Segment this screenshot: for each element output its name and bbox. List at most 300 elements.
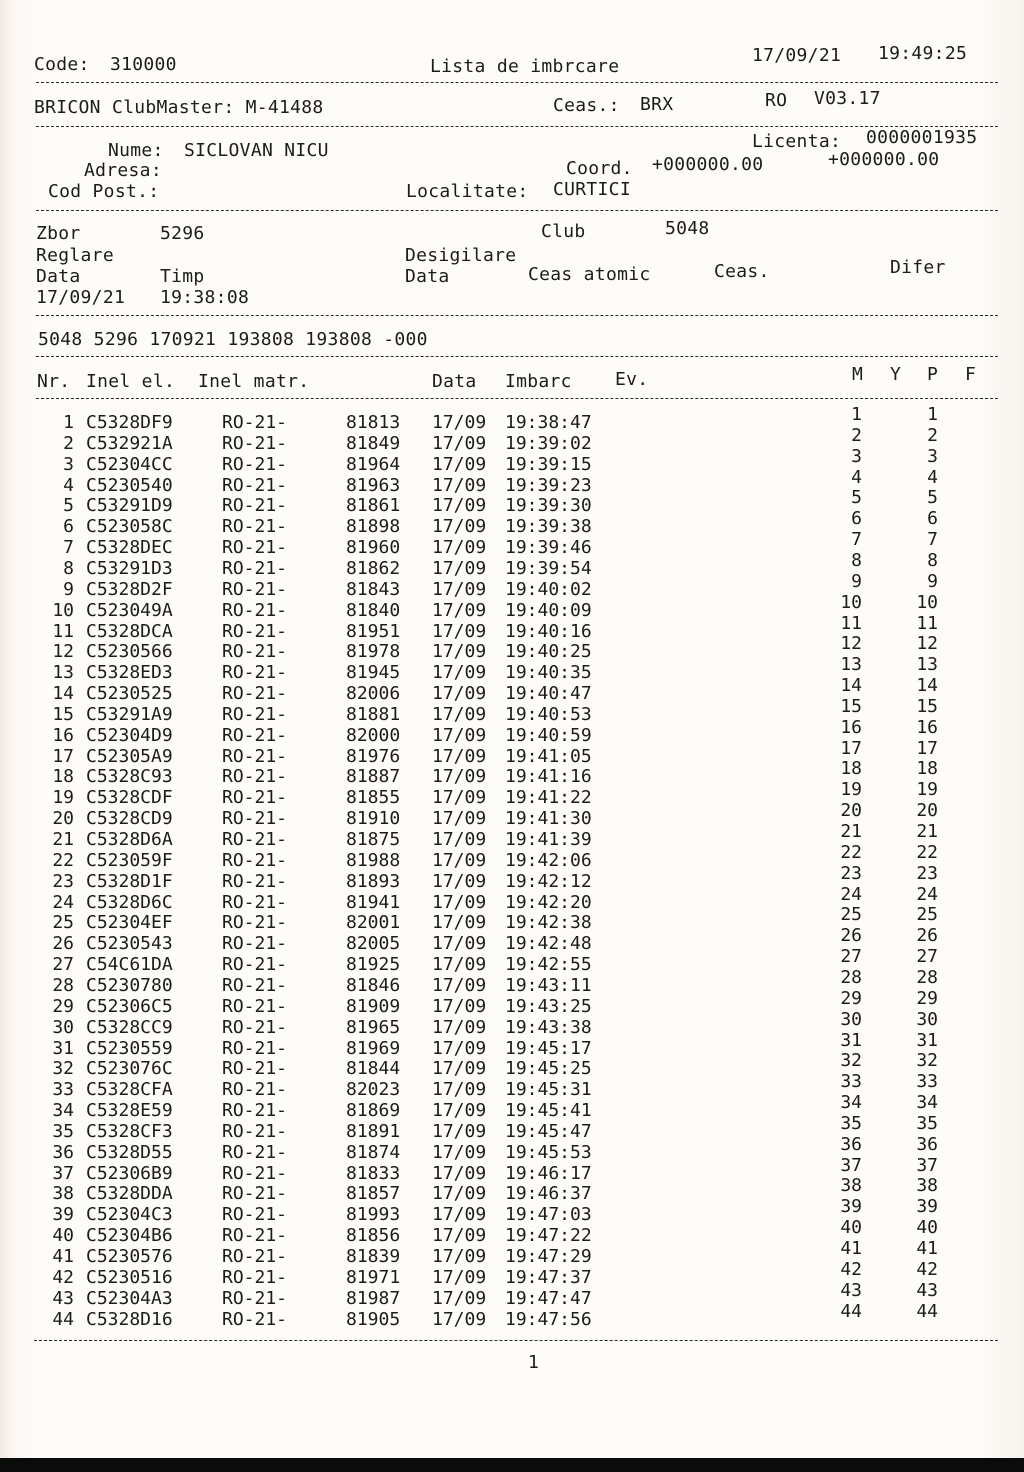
table-row [0, 445, 1024, 475]
arrival-time: 19:40:59 [505, 724, 592, 746]
ring-number: 81905 [346, 1308, 401, 1330]
row-number: 20 [52, 808, 74, 830]
ring-series: RO-21- [222, 641, 288, 663]
place-m: 28 [840, 966, 862, 988]
arrival-time: 19:43:11 [505, 974, 592, 996]
col-ev: Ev. [615, 369, 649, 390]
place-p: 26 [916, 925, 938, 947]
place-m: 12 [840, 633, 862, 655]
table-row [0, 1029, 1024, 1059]
arrival-date: 17/09 [432, 1037, 487, 1059]
row-number: 25 [52, 912, 74, 934]
row-number: 6 [63, 516, 74, 538]
electronic-ring-id: C5328D2F [86, 578, 173, 600]
ring-number: 81887 [346, 766, 401, 788]
row-number: 41 [52, 1246, 74, 1267]
ring-number: 81976 [346, 745, 401, 767]
ring-series: RO-21- [222, 1037, 288, 1059]
electronic-ring-id: C5230559 [86, 1037, 173, 1059]
place-m: 27 [840, 946, 862, 968]
row-number: 44 [52, 1308, 74, 1330]
arrival-time: 19:47:22 [505, 1225, 592, 1247]
row-number: 8 [63, 557, 74, 579]
ring-number: 81844 [346, 1058, 401, 1080]
arrival-time: 19:40:16 [505, 620, 592, 642]
place-p: 27 [916, 946, 938, 968]
row-number: 13 [52, 662, 74, 684]
place-m: 14 [840, 675, 862, 697]
ring-series: RO-21- [222, 1204, 288, 1226]
table-row [0, 779, 1024, 809]
arrival-date: 17/09 [432, 516, 487, 538]
ring-series: RO-21- [222, 974, 288, 996]
place-p: 29 [916, 987, 938, 1009]
arrival-time: 19:46:37 [505, 1183, 592, 1205]
col-data: Data [432, 371, 477, 392]
arrival-time: 19:39:54 [505, 557, 592, 579]
arrival-time: 19:39:46 [505, 537, 592, 559]
place-p: 15 [916, 695, 938, 717]
ring-number: 81910 [346, 808, 401, 830]
place-m: 21 [840, 821, 862, 842]
electronic-ring-id: C5230540 [86, 474, 173, 496]
table-row [0, 612, 1024, 642]
flight-value: 5296 [160, 223, 205, 244]
ring-series: RO-21- [222, 1016, 288, 1038]
ring-number: 81893 [346, 870, 401, 892]
ring-number: 81839 [346, 1246, 401, 1267]
page-number: 1 [528, 1352, 539, 1373]
table-row [0, 633, 1024, 663]
ring-number: 81987 [346, 1287, 401, 1309]
ring-series: RO-21- [222, 578, 288, 600]
divider [34, 1340, 998, 1341]
place-m: 19 [840, 779, 862, 801]
table-row [0, 549, 1024, 579]
place-p: 9 [927, 570, 938, 592]
print-date: 17/09/21 [752, 45, 842, 66]
arrival-date: 17/09 [432, 1204, 487, 1226]
electronic-ring-id: C5328D16 [86, 1308, 173, 1330]
row-number: 23 [52, 870, 74, 892]
ring-series: RO-21- [222, 1162, 288, 1184]
electronic-ring-id: C52306B9 [86, 1162, 173, 1184]
ring-number: 81849 [346, 432, 401, 454]
electronic-ring-id: C5328DDA [86, 1183, 173, 1205]
ring-series: RO-21- [222, 933, 288, 955]
row-number: 21 [52, 829, 74, 850]
arrival-time: 19:41:30 [505, 808, 592, 830]
arrival-date: 17/09 [432, 474, 487, 496]
ring-series: RO-21- [222, 1058, 288, 1080]
place-p: 25 [916, 904, 938, 926]
place-p: 1 [927, 404, 938, 425]
arrival-time: 19:40:09 [505, 599, 592, 621]
arrival-date: 17/09 [432, 599, 487, 621]
place-p: 10 [916, 591, 938, 613]
table-row [0, 591, 1024, 621]
place-p: 12 [916, 633, 938, 655]
table-row [0, 529, 1024, 559]
ring-series: RO-21- [222, 766, 288, 788]
electronic-ring-id: C5328CFA [86, 1079, 173, 1101]
ring-number: 82000 [346, 724, 401, 746]
locality-label: Localitate: [406, 181, 529, 202]
ring-series: RO-21- [222, 870, 288, 892]
electronic-ring-id: C5328E59 [86, 1100, 173, 1122]
arrival-time: 19:45:31 [505, 1079, 592, 1101]
electronic-ring-id: C53291D3 [86, 557, 173, 579]
place-p: 28 [916, 966, 938, 988]
place-p: 33 [916, 1071, 938, 1093]
ring-series: RO-21- [222, 703, 288, 725]
coord-y: +000000.00 [828, 149, 940, 170]
place-m: 13 [840, 654, 862, 676]
ring-series: RO-21- [222, 787, 288, 809]
arrival-time: 19:39:23 [505, 474, 592, 496]
row-number: 33 [52, 1079, 74, 1101]
arrival-date: 17/09 [432, 745, 487, 767]
ring-number: 81846 [346, 974, 401, 996]
ring-number: 81969 [346, 1037, 401, 1059]
col-y: Y [890, 364, 902, 385]
ring-series: RO-21- [222, 432, 288, 454]
arrival-time: 19:47:56 [505, 1308, 592, 1330]
arrival-time: 19:42:48 [505, 933, 592, 955]
electronic-ring-id: C5328D55 [86, 1141, 173, 1163]
arrival-date: 17/09 [432, 432, 487, 454]
arrival-time: 19:39:38 [505, 516, 592, 538]
electronic-ring-id: C5328CF3 [86, 1120, 173, 1142]
electronic-ring-id: C5328DEC [86, 537, 173, 559]
place-m: 17 [840, 737, 862, 759]
ring-series: RO-21- [222, 829, 288, 850]
row-number: 12 [52, 641, 74, 663]
place-m: 32 [840, 1050, 862, 1072]
ring-number: 81909 [346, 995, 401, 1017]
place-m: 6 [851, 508, 862, 530]
device-name: BRICON ClubMaster: M-41488 [34, 97, 324, 118]
ring-number: 82005 [346, 933, 401, 955]
arrival-date: 17/09 [432, 1016, 487, 1038]
electronic-ring-id: C5328D1F [86, 870, 173, 892]
table-row [0, 737, 1024, 767]
arrival-time: 19:43:38 [505, 1016, 592, 1038]
place-m: 23 [840, 862, 862, 884]
place-p: 3 [927, 445, 938, 467]
row-number: 24 [52, 891, 74, 913]
table-row [0, 904, 1024, 934]
electronic-ring-id: C5328DCA [86, 620, 173, 642]
place-p: 20 [916, 800, 938, 822]
place-m: 42 [840, 1258, 862, 1280]
ring-series: RO-21- [222, 537, 288, 559]
electronic-ring-id: C5230780 [86, 974, 173, 996]
table-row [0, 1133, 1024, 1163]
table-row [0, 716, 1024, 746]
arrival-time: 19:39:30 [505, 495, 592, 517]
arrival-date: 17/09 [432, 808, 487, 830]
place-p: 34 [916, 1092, 938, 1114]
divider [36, 356, 998, 357]
table-row [0, 1154, 1024, 1184]
arrival-date: 17/09 [432, 1225, 487, 1247]
arrival-time: 19:40:25 [505, 641, 592, 663]
ring-series: RO-21- [222, 412, 288, 433]
ring-series: RO-21- [222, 683, 288, 705]
row-number: 10 [52, 599, 74, 621]
row-number: 30 [52, 1016, 74, 1038]
electronic-ring-id: C52304A3 [86, 1287, 173, 1309]
place-p: 39 [916, 1196, 938, 1218]
ring-series: RO-21- [222, 954, 288, 976]
place-m: 18 [840, 758, 862, 780]
arrival-date: 17/09 [432, 766, 487, 788]
place-p: 7 [927, 529, 938, 551]
ring-series: RO-21- [222, 995, 288, 1017]
arrival-time: 19:43:25 [505, 995, 592, 1017]
ring-series: RO-21- [222, 912, 288, 934]
reglare-date: 17/09/21 [36, 287, 126, 308]
ring-number: 81963 [346, 474, 401, 496]
divider [36, 398, 998, 399]
ring-number: 81833 [346, 1162, 401, 1184]
place-p: 35 [916, 1112, 938, 1134]
ring-series: RO-21- [222, 891, 288, 913]
place-p: 17 [916, 737, 938, 759]
table-row [0, 1175, 1024, 1205]
ring-series: RO-21- [222, 474, 288, 496]
table-row [0, 1279, 1024, 1309]
ring-number: 81869 [346, 1100, 401, 1122]
row-number: 40 [52, 1225, 74, 1247]
col-imbarc: Imbarc [505, 371, 572, 392]
arrival-time: 19:45:17 [505, 1037, 592, 1059]
electronic-ring-id: C53291A9 [86, 703, 173, 725]
place-m: 31 [840, 1029, 862, 1051]
table-row [0, 800, 1024, 830]
row-number: 19 [52, 787, 74, 809]
place-p: 18 [916, 758, 938, 780]
ring-number: 81951 [346, 620, 401, 642]
place-p: 30 [916, 1008, 938, 1030]
row-number: 29 [52, 995, 74, 1017]
electronic-ring-id: C52304D9 [86, 724, 173, 746]
arrival-time: 19:42:06 [505, 849, 592, 871]
arrival-time: 19:41:05 [505, 745, 592, 767]
electronic-ring-id: C5328CD9 [86, 808, 173, 830]
arrival-date: 17/09 [432, 849, 487, 871]
ring-number: 81813 [346, 412, 401, 433]
ring-series: RO-21- [222, 620, 288, 642]
reglare-time-label: Timp [160, 266, 205, 287]
row-number: 9 [63, 578, 74, 600]
place-p: 38 [916, 1175, 938, 1197]
license-label: Licenta: [752, 131, 842, 152]
arrival-date: 17/09 [432, 453, 487, 475]
scan-edge [0, 1458, 1024, 1472]
clock-value: BRX [640, 94, 674, 115]
arrival-time: 19:38:47 [505, 412, 592, 433]
place-p: 36 [916, 1133, 938, 1155]
ring-number: 81964 [346, 453, 401, 475]
ring-number: 82001 [346, 912, 401, 934]
arrival-time: 19:47:29 [505, 1246, 592, 1267]
electronic-ring-id: C5328C93 [86, 766, 173, 788]
table-row [0, 404, 1024, 433]
electronic-ring-id: C5230566 [86, 641, 173, 663]
electronic-ring-id: C53291D9 [86, 495, 173, 517]
arrival-date: 17/09 [432, 1058, 487, 1080]
ring-number: 82006 [346, 683, 401, 705]
arrival-date: 17/09 [432, 1100, 487, 1122]
clock-column-label: Ceas. [714, 261, 770, 282]
arrival-time: 19:42:38 [505, 912, 592, 934]
ring-number: 81861 [346, 495, 401, 517]
table-row [0, 841, 1024, 871]
table-row [0, 1300, 1024, 1330]
club-value: 5048 [665, 218, 710, 239]
col-f: F [965, 364, 977, 385]
electronic-ring-id: C5328D6C [86, 891, 173, 913]
place-m: 8 [851, 549, 862, 571]
arrival-date: 17/09 [432, 1162, 487, 1184]
flight-label: Zbor [36, 223, 81, 244]
table-row [0, 570, 1024, 600]
electronic-ring-id: C52304B6 [86, 1225, 173, 1247]
ring-number: 81971 [346, 1266, 401, 1288]
atomic-clock-label: Ceas atomic [528, 264, 651, 285]
col-inel-el: Inel el. [86, 371, 176, 392]
arrival-time: 19:40:53 [505, 703, 592, 725]
place-m: 4 [851, 466, 862, 488]
arrival-date: 17/09 [432, 662, 487, 684]
table-row [0, 424, 1024, 454]
row-number: 39 [52, 1204, 74, 1226]
ring-series: RO-21- [222, 1225, 288, 1247]
place-m: 7 [851, 529, 862, 551]
table-row [0, 1008, 1024, 1038]
country-code: RO [765, 90, 788, 111]
arrival-date: 17/09 [432, 1120, 487, 1142]
table-row [0, 1112, 1024, 1142]
arrival-time: 19:45:41 [505, 1100, 592, 1122]
summary-line: 5048 5296 170921 193808 193808 -000 [38, 329, 428, 350]
row-number: 2 [63, 432, 74, 454]
electronic-ring-id: C52304C3 [86, 1204, 173, 1226]
row-number: 1 [63, 412, 74, 433]
table-row [0, 1238, 1024, 1267]
locality-value: CURTICI [553, 179, 631, 200]
divider [36, 315, 998, 316]
place-p: 5 [927, 487, 938, 509]
electronic-ring-id: C52304CC [86, 453, 173, 475]
row-number: 22 [52, 849, 74, 871]
arrival-time: 19:45:47 [505, 1120, 592, 1142]
ring-series: RO-21- [222, 808, 288, 830]
place-m: 2 [851, 424, 862, 446]
arrival-date: 17/09 [432, 495, 487, 517]
ring-number: 81862 [346, 557, 401, 579]
arrival-time: 19:45:25 [505, 1058, 592, 1080]
clock-label: Ceas.: [553, 95, 620, 116]
electronic-ring-id: C52305A9 [86, 745, 173, 767]
electronic-ring-id: C532921A [86, 432, 173, 454]
table-row [0, 695, 1024, 725]
table-row [0, 1092, 1024, 1122]
arrival-date: 17/09 [432, 954, 487, 976]
electronic-ring-id: C5230525 [86, 683, 173, 705]
ring-number: 81965 [346, 1016, 401, 1038]
row-number: 43 [52, 1287, 74, 1309]
ring-series: RO-21- [222, 724, 288, 746]
place-m: 34 [840, 1092, 862, 1114]
arrival-date: 17/09 [432, 537, 487, 559]
ring-series: RO-21- [222, 1079, 288, 1101]
place-p: 11 [916, 612, 938, 634]
ring-series: RO-21- [222, 1266, 288, 1288]
ring-number: 81960 [346, 537, 401, 559]
place-m: 20 [840, 800, 862, 822]
electronic-ring-id: C523059F [86, 849, 173, 871]
difference-label: Difer [890, 257, 946, 278]
owner-name: SICLOVAN NICU [184, 140, 329, 161]
row-number: 3 [63, 453, 74, 475]
arrival-time: 19:47:47 [505, 1287, 592, 1309]
place-p: 2 [927, 424, 938, 446]
electronic-ring-id: C5328CDF [86, 787, 173, 809]
arrival-time: 19:41:16 [505, 766, 592, 788]
place-m: 40 [840, 1217, 862, 1239]
ring-number: 81875 [346, 829, 401, 850]
arrival-date: 17/09 [432, 412, 487, 433]
arrival-time: 19:42:55 [505, 954, 592, 976]
postal-code-label: Cod Post.: [48, 181, 160, 202]
table-row [0, 862, 1024, 892]
code-value: 310000 [110, 54, 177, 75]
arrival-date: 17/09 [432, 1308, 487, 1330]
electronic-ring-id: C52306C5 [86, 995, 173, 1017]
table-row [0, 758, 1024, 788]
table-row [0, 1196, 1024, 1226]
row-number: 37 [52, 1162, 74, 1184]
arrival-time: 19:45:53 [505, 1141, 592, 1163]
ring-number: 82023 [346, 1079, 401, 1101]
row-number: 5 [63, 495, 74, 517]
place-p: 37 [916, 1154, 938, 1176]
arrival-date: 17/09 [432, 1141, 487, 1163]
arrival-time: 19:42:12 [505, 870, 592, 892]
ring-series: RO-21- [222, 662, 288, 684]
electronic-ring-id: C5230576 [86, 1246, 173, 1267]
ring-number: 81978 [346, 641, 401, 663]
arrival-date: 17/09 [432, 829, 487, 850]
place-p: 24 [916, 883, 938, 905]
row-number: 15 [52, 703, 74, 725]
place-m: 25 [840, 904, 862, 926]
divider [36, 210, 998, 211]
arrival-date: 17/09 [432, 1287, 487, 1309]
place-m: 1 [851, 404, 862, 425]
electronic-ring-id: C523049A [86, 599, 173, 621]
arrival-time: 19:47:37 [505, 1266, 592, 1288]
arrival-time: 19:41:22 [505, 787, 592, 809]
place-m: 9 [851, 570, 862, 592]
ring-number: 81988 [346, 849, 401, 871]
col-nr: Nr. [37, 371, 71, 392]
ring-series: RO-21- [222, 1120, 288, 1142]
row-number: 38 [52, 1183, 74, 1205]
